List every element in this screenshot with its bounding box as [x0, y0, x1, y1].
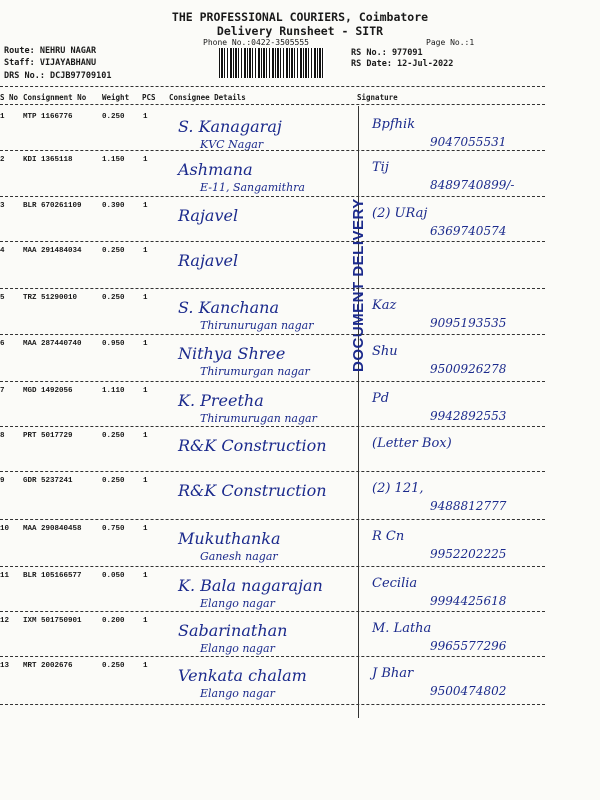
- signature-phone: 9952202225: [430, 547, 507, 561]
- col-weight: Weight: [102, 93, 130, 102]
- row-consignment: GDR 5237241: [23, 477, 73, 485]
- signature-mark: (2) 121,: [372, 481, 424, 496]
- row-sno: 6: [0, 340, 5, 348]
- consignee-address: Thirumurugan nagar: [200, 412, 317, 425]
- row-divider: [0, 241, 545, 242]
- row-weight: 0.750: [102, 525, 125, 533]
- row-pcs: 1: [143, 662, 148, 670]
- consignee-name: Nithya Shree: [178, 344, 286, 363]
- row-consignment: BLR 105166577: [23, 572, 82, 580]
- row-weight: 1.110: [102, 387, 125, 395]
- row-divider: [0, 704, 545, 705]
- consignee-name: Sabarinathan: [178, 621, 288, 640]
- row-consignment: KDI 1365118: [23, 156, 73, 164]
- row-weight: 0.200: [102, 617, 125, 625]
- row-pcs: 1: [143, 432, 148, 440]
- consignee-address: KVC Nagar: [200, 138, 264, 151]
- signature-phone: 9095193535: [430, 316, 507, 330]
- consignee-name: Rajavel: [178, 251, 239, 270]
- row-sno: 8: [0, 432, 5, 440]
- row-consignment: MRT 2002676: [23, 662, 73, 670]
- row-divider: [0, 426, 545, 427]
- col-consignee: Consignee Details: [169, 93, 246, 102]
- signature-phone: 9488812777: [430, 499, 507, 513]
- consignee-address: Elango nagar: [200, 687, 275, 700]
- consignee-address: Thirumurgan nagar: [200, 365, 310, 378]
- row-consignment: PRT 5017729: [23, 432, 73, 440]
- route-label: Route: NEHRU NAGAR: [4, 46, 97, 56]
- signature-phone: 9965577296: [430, 639, 507, 653]
- row-sno: 10: [0, 525, 10, 533]
- row-consignment: MAA 287440740: [23, 340, 82, 348]
- col-consignment: Consignment No: [23, 93, 87, 102]
- row-divider: [0, 381, 545, 382]
- consignee-name: Rajavel: [178, 206, 239, 225]
- signature-mark: R Cn: [372, 529, 405, 544]
- signature-phone: 9942892553: [430, 409, 507, 423]
- consignee-name: Venkata chalam: [178, 666, 307, 685]
- row-sno: 12: [0, 617, 10, 625]
- consignee-address: Ganesh nagar: [200, 550, 278, 563]
- row-sno: 3: [0, 202, 5, 210]
- col-pcs: PCS: [142, 93, 156, 102]
- drs-number: DRS No.: DCJB97709101: [4, 71, 112, 81]
- signature-mark: Pd: [372, 391, 390, 406]
- row-consignment: IXM 501750901: [23, 617, 82, 625]
- consignee-name: Mukuthanka: [178, 529, 281, 548]
- rs-number: RS No.: 977091: [351, 48, 423, 58]
- row-divider: [0, 656, 545, 657]
- signature-mark: (2) URaj: [372, 206, 428, 221]
- consignee-name: R&K Construction: [178, 436, 327, 455]
- row-weight: 0.250: [102, 294, 125, 302]
- row-consignment: MAA 290840458: [23, 525, 82, 533]
- consignee-name: S. Kanagaraj: [178, 117, 282, 136]
- consignee-name: S. Kanchana: [178, 298, 280, 317]
- row-pcs: 1: [143, 477, 148, 485]
- row-consignment: MGD 1492056: [23, 387, 73, 395]
- row-divider: [0, 334, 545, 335]
- row-pcs: 1: [143, 113, 148, 121]
- row-weight: 0.250: [102, 247, 125, 255]
- signature-phone: 8489740899/-: [430, 178, 515, 192]
- document-delivery-stamp: DOCUMENT DELIVERY: [350, 198, 367, 372]
- signature-mark: Bpfhik: [372, 117, 416, 132]
- row-weight: 0.250: [102, 113, 125, 121]
- row-pcs: 1: [143, 387, 148, 395]
- consignee-address: Elango nagar: [200, 642, 275, 655]
- col-sno: S No: [0, 93, 19, 102]
- row-sno: 9: [0, 477, 5, 485]
- row-weight: 0.250: [102, 662, 125, 670]
- row-divider: [0, 196, 545, 197]
- column-rule: [0, 104, 545, 105]
- consignee-name: Ashmana: [178, 160, 253, 179]
- row-weight: 0.250: [102, 477, 125, 485]
- row-consignment: MAA 291484034: [23, 247, 82, 255]
- row-pcs: 1: [143, 525, 148, 533]
- row-sno: 11: [0, 572, 10, 580]
- signature-phone: 9047055531: [430, 135, 507, 149]
- signature-phone: 9500926278: [430, 362, 507, 376]
- consignee-name: R&K Construction: [178, 481, 327, 500]
- consignee-name: K. Preetha: [178, 391, 264, 410]
- row-divider: [0, 566, 545, 567]
- signature-mark: Tij: [372, 160, 389, 175]
- signature-mark: Shu: [372, 344, 398, 359]
- row-weight: 0.390: [102, 202, 125, 210]
- page-number: Page No.:1: [426, 38, 475, 47]
- signature-mark: Cecilia: [372, 576, 418, 591]
- signature-mark: M. Latha: [372, 621, 432, 636]
- row-divider: [0, 288, 545, 289]
- row-consignment: BLR 670261109: [23, 202, 82, 210]
- header-rule: [0, 86, 545, 87]
- row-pcs: 1: [143, 294, 148, 302]
- phone-number: Phone No.:0422-3505555: [203, 38, 309, 47]
- row-sno: 1: [0, 113, 5, 121]
- consignee-address: Elango nagar: [200, 597, 275, 610]
- row-sno: 13: [0, 662, 10, 670]
- row-sno: 2: [0, 156, 5, 164]
- row-divider: [0, 150, 545, 151]
- consignee-name: K. Bala nagarajan: [178, 576, 323, 595]
- signature-phone: 9500474802: [430, 684, 507, 698]
- row-sno: 7: [0, 387, 5, 395]
- signature-mark: (Letter Box): [372, 436, 452, 451]
- consignee-address: E-11, Sangamithra: [200, 181, 305, 194]
- col-signature: Signature: [357, 93, 398, 102]
- row-pcs: 1: [143, 247, 148, 255]
- row-consignment: TRZ 51290010: [23, 294, 78, 302]
- row-sno: 4: [0, 247, 5, 255]
- staff-label: Staff: VIJAYABHANU: [4, 58, 97, 68]
- company-title: THE PROFESSIONAL COURIERS, Coimbatore: [171, 10, 429, 24]
- barcode-image: [219, 48, 325, 78]
- row-weight: 0.950: [102, 340, 125, 348]
- signature-phone: 6369740574: [430, 224, 507, 238]
- signature-mark: J Bhar: [372, 666, 414, 681]
- row-divider: [0, 471, 545, 472]
- row-weight: 0.250: [102, 432, 125, 440]
- signature-mark: Kaz: [372, 298, 397, 313]
- row-weight: 0.050: [102, 572, 125, 580]
- row-weight: 1.150: [102, 156, 125, 164]
- row-divider: [0, 519, 545, 520]
- row-pcs: 1: [143, 202, 148, 210]
- consignee-address: Thirunurugan nagar: [200, 319, 314, 332]
- runsheet-subtitle: Delivery Runsheet - SITR: [216, 24, 384, 38]
- row-consignment: MTP 1166776: [23, 113, 73, 121]
- row-pcs: 1: [143, 572, 148, 580]
- row-divider: [0, 611, 545, 612]
- signature-phone: 9994425618: [430, 594, 507, 608]
- row-sno: 5: [0, 294, 5, 302]
- row-pcs: 1: [143, 340, 148, 348]
- rs-date: RS Date: 12-Jul-2022: [351, 59, 454, 69]
- row-pcs: 1: [143, 617, 148, 625]
- row-pcs: 1: [143, 156, 148, 164]
